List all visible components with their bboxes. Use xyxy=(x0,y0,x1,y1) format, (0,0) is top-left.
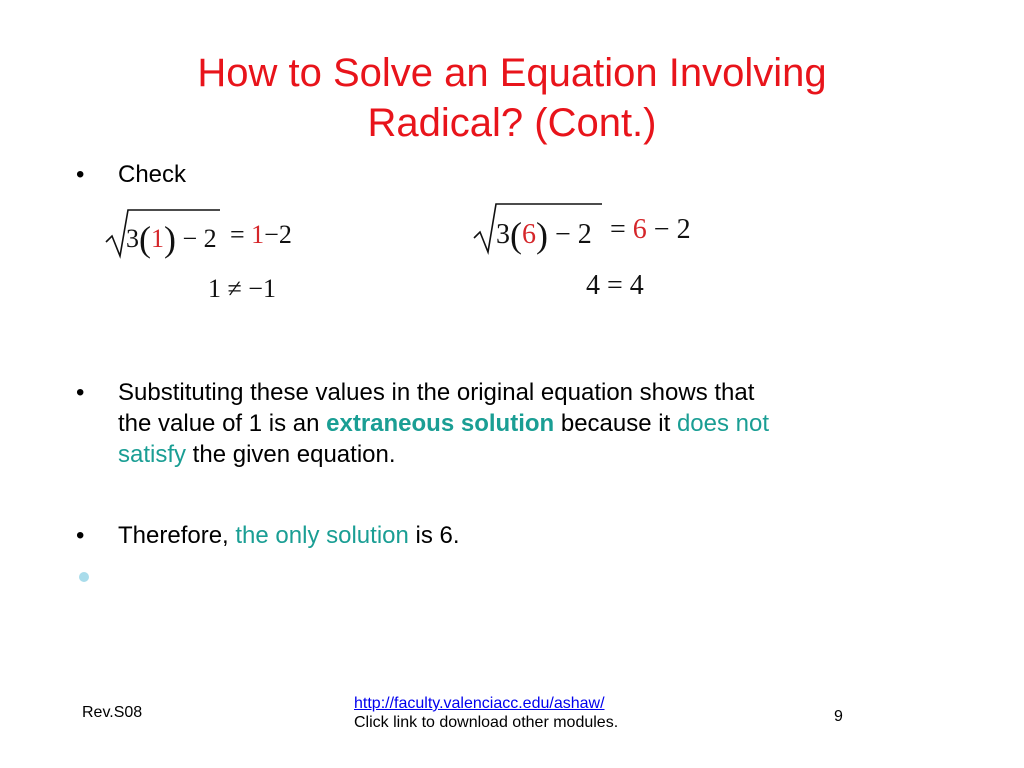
link-caption: Click link to download other modules. xyxy=(354,714,619,731)
bullet-marker: • xyxy=(76,522,85,549)
minus-sign: − xyxy=(555,219,571,250)
radicand-1 xyxy=(126,218,217,260)
text-segment: is 6. xyxy=(408,522,460,549)
coefficient: 3 xyxy=(496,219,510,250)
constant: 2 xyxy=(278,220,292,249)
result-operator: ≠ xyxy=(227,274,242,303)
substituted-value: 6 xyxy=(522,219,536,250)
explanation-line3 xyxy=(118,439,769,470)
bullet-marker: • xyxy=(76,161,85,188)
extraneous-solution-term: extraneous solution xyxy=(326,410,555,437)
result-right: −1 xyxy=(248,274,276,303)
text-segment: Therefore, xyxy=(118,522,236,549)
result-operator: = xyxy=(607,270,623,301)
explanation-text xyxy=(118,377,769,470)
explanation-line2 xyxy=(118,408,769,439)
minus-sign: − xyxy=(264,220,279,249)
equals-sign: = xyxy=(230,220,245,249)
slide-title xyxy=(60,48,964,148)
constant: 2 xyxy=(577,219,592,250)
coefficient: 3 xyxy=(126,224,139,253)
substituted-value: 6 xyxy=(632,214,647,245)
result-left: 4 xyxy=(586,270,600,301)
empty-bullet-marker xyxy=(79,572,89,582)
result-right: 4 xyxy=(629,270,644,301)
radicand-2 xyxy=(496,214,592,256)
conclusion-text xyxy=(118,520,460,551)
slide-title-line1: How to Solve an Equation Involving xyxy=(197,51,827,95)
result-1 xyxy=(208,274,276,304)
does-not-highlight: does not xyxy=(676,410,770,437)
slide-title-line2: Radical? (Cont.) xyxy=(367,101,657,145)
equals-sign: = xyxy=(610,214,626,245)
text-segment: the value of 1 is an xyxy=(118,410,327,437)
page-number: 9 xyxy=(834,708,843,725)
check-label: Check xyxy=(118,161,187,188)
result-left: 1 xyxy=(208,274,221,303)
text-segment: the given equation. xyxy=(186,441,396,468)
revision-label: Rev.S08 xyxy=(82,704,143,721)
only-solution-highlight: the only solution xyxy=(235,522,409,549)
substituted-value: 1 xyxy=(151,224,164,253)
minus-sign: − xyxy=(653,214,670,245)
minus-sign: − xyxy=(182,224,198,253)
satisfy-highlight: satisfy xyxy=(118,441,187,468)
explanation-line1: Substituting these values in the original equation shows that xyxy=(118,379,755,406)
modules-link[interactable]: http://faculty.valenciacc.edu/ashaw/ xyxy=(354,695,605,712)
constant: 2 xyxy=(203,224,217,253)
right-paren: ) xyxy=(164,219,176,259)
left-paren: ( xyxy=(510,215,522,255)
rhs-2 xyxy=(610,214,691,246)
right-paren: ) xyxy=(536,215,548,255)
left-paren: ( xyxy=(139,219,151,259)
footer-link-block xyxy=(354,694,618,732)
text-segment: because it xyxy=(554,410,677,437)
substituted-value: 1 xyxy=(251,220,265,249)
bullet-marker: • xyxy=(76,379,85,406)
result-2 xyxy=(586,270,644,302)
constant: 2 xyxy=(676,214,691,245)
rhs-1 xyxy=(230,220,292,250)
